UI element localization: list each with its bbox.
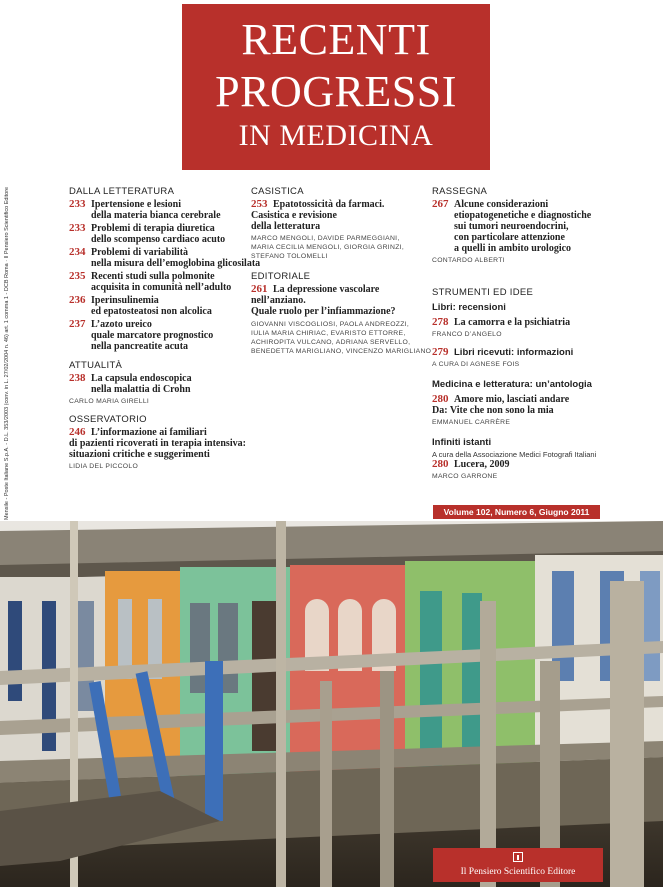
toc-column-3: [432, 186, 622, 481]
section-label: Medicina e letteratura: un’antologia: [432, 379, 592, 390]
article-title: La camorra e la psichiatria: [454, 317, 571, 328]
toc-column-2: [251, 186, 432, 356]
toc-entry[interactable]: [69, 199, 244, 221]
toc-entry[interactable]: [69, 427, 244, 460]
toc-entry[interactable]: [69, 319, 244, 352]
toc-entry[interactable]: [251, 284, 426, 317]
page-number: 280: [432, 393, 449, 405]
article-title: L’informazione ai familiari di pazienti ricoverati in terapia intensiva: situazioni critiche e suggerimenti: [69, 427, 246, 460]
masthead-line-2: PROGRESSI: [215, 67, 457, 116]
article-title: L’azoto ureico quale marcatore prognostico nella pancreatite acuta: [91, 319, 214, 352]
article-title: La capsula endoscopica nella malattia di Crohn: [91, 373, 192, 395]
article-title: Problemi di terapia diuretica dello scompenso cardiaco acuto: [91, 223, 226, 245]
page-number: 235: [69, 270, 86, 282]
article-title: Alcune considerazioni etiopatogenetiche e diagnostiche sui tumori neuroendocrini, con particolare attenzione a quelli in ambito urologico: [454, 199, 592, 254]
page-number: 246: [69, 426, 86, 438]
section-label: DALLA LETTERATURA: [69, 186, 175, 197]
section-label: STRUMENTI ED IDEE: [432, 287, 534, 298]
publisher-name: Il Pensiero Scientifico Editore: [460, 867, 576, 877]
toc-entry[interactable]: [432, 394, 622, 416]
toc-entry[interactable]: [69, 246, 261, 269]
toc-entry[interactable]: [69, 271, 244, 293]
section-label: OSSERVATORIO: [69, 414, 147, 425]
article-title: Iperinsulinemia ed epatosteatosi non alcolica: [91, 295, 212, 317]
article-title: Epatotossicità da farmaci. Casistica e revisione della letteratura: [251, 199, 385, 232]
article-title: Problemi di variabilità nella misura dell’emoglobina glicosilata: [91, 247, 261, 269]
page-number: 237: [69, 318, 86, 330]
article-author: FRANCO D’ANGELO: [432, 331, 502, 338]
publisher-banner: [433, 848, 603, 882]
toc-entry[interactable]: [432, 317, 622, 328]
article-author: CONTARDO ALBERTI: [432, 257, 505, 264]
volume-banner: Volume 102, Numero 6, Giugno 2011: [433, 505, 600, 519]
page-number: 233: [69, 222, 86, 234]
cover-photo-illustration: [0, 521, 663, 887]
toc-entry[interactable]: [432, 199, 622, 254]
section-label: ATTUALITÀ: [69, 360, 123, 371]
article-title: Lucera, 2009: [454, 459, 510, 470]
article-authors: GIOVANNI VISCOGLIOSI, PAOLA ANDREOZZI, IULIA MARIA CHIRIAC, EVARISTO ETTORRE, ACHIROPITA VULCANO, ADRIANA SERVELLO, BENEDETTA MARIGLIANO, VINCENZO MARIGLIANO: [251, 321, 432, 355]
article-title: Recenti studi sulla polmonite acquisita in comunità nell’adulto: [91, 271, 232, 293]
toc-entry[interactable]: [69, 373, 244, 395]
page-number: 278: [432, 316, 449, 328]
article-author: MARCO GARRONE: [432, 473, 498, 480]
masthead: [182, 4, 490, 170]
article-title: Libri ricevuti: informazioni: [454, 347, 574, 358]
publisher-logo-icon: [513, 852, 523, 862]
masthead-line-1: RECENTI: [241, 15, 431, 64]
page-number: 238: [69, 372, 86, 384]
page-number: 267: [432, 198, 449, 210]
toc-entry[interactable]: [432, 347, 622, 358]
toc-entry[interactable]: [69, 223, 244, 245]
section-label: RASSEGNA: [432, 186, 488, 197]
section-note: A cura della Associazione Medici Fotografi Italiani: [432, 450, 597, 459]
page-number: 253: [251, 198, 268, 210]
toc-entry[interactable]: [251, 199, 426, 232]
toc-entry[interactable]: [69, 295, 244, 317]
page-number: 236: [69, 294, 86, 306]
article-title: Ipertensione e lesioni della materia bianca cerebrale: [91, 199, 221, 221]
postal-side-text: Mensile - Poste Italiane S.p.A. - D.L. 353/2003 (conv. in L. 27/02/2004 n. 46) art. 1 comma 1 - DCB Roma · Il Pensiero Scientifico Editore: [4, 186, 10, 520]
masthead-line-3: IN MEDICINA: [238, 119, 434, 152]
page-number: 261: [251, 283, 268, 295]
article-authors: MARCO MENGOLI, DAVIDE PARMEGGIANI, MARIA CECILIA MENGOLI, GIORGIA GRINZI, STEFANO TOLOMELLI: [251, 235, 405, 260]
section-label: CASISTICA: [251, 186, 304, 197]
section-label: Infiniti istanti: [432, 437, 492, 448]
toc-entry[interactable]: [432, 459, 622, 470]
page-number: 280: [432, 458, 449, 470]
subsection-label: Libri: recensioni: [432, 302, 506, 313]
page-number: 234: [69, 246, 86, 258]
page-number: 279: [432, 346, 449, 358]
article-author: A CURA DI AGNESE FOIS: [432, 361, 520, 368]
page-number: 233: [69, 198, 86, 210]
cover-photo: [0, 521, 663, 887]
article-author: CARLO MARIA GIRELLI: [69, 398, 150, 405]
section-label: EDITORIALE: [251, 271, 311, 282]
article-author: EMMANUEL CARRÈRE: [432, 419, 511, 426]
article-title: La depressione vascolare nell’anziano. Quale ruolo per l’infiammazione?: [251, 284, 396, 317]
article-author: LIDIA DEL PICCOLO: [69, 463, 139, 470]
article-title: Amore mio, lasciati andare Da: Vite che non sono la mia: [432, 394, 570, 416]
